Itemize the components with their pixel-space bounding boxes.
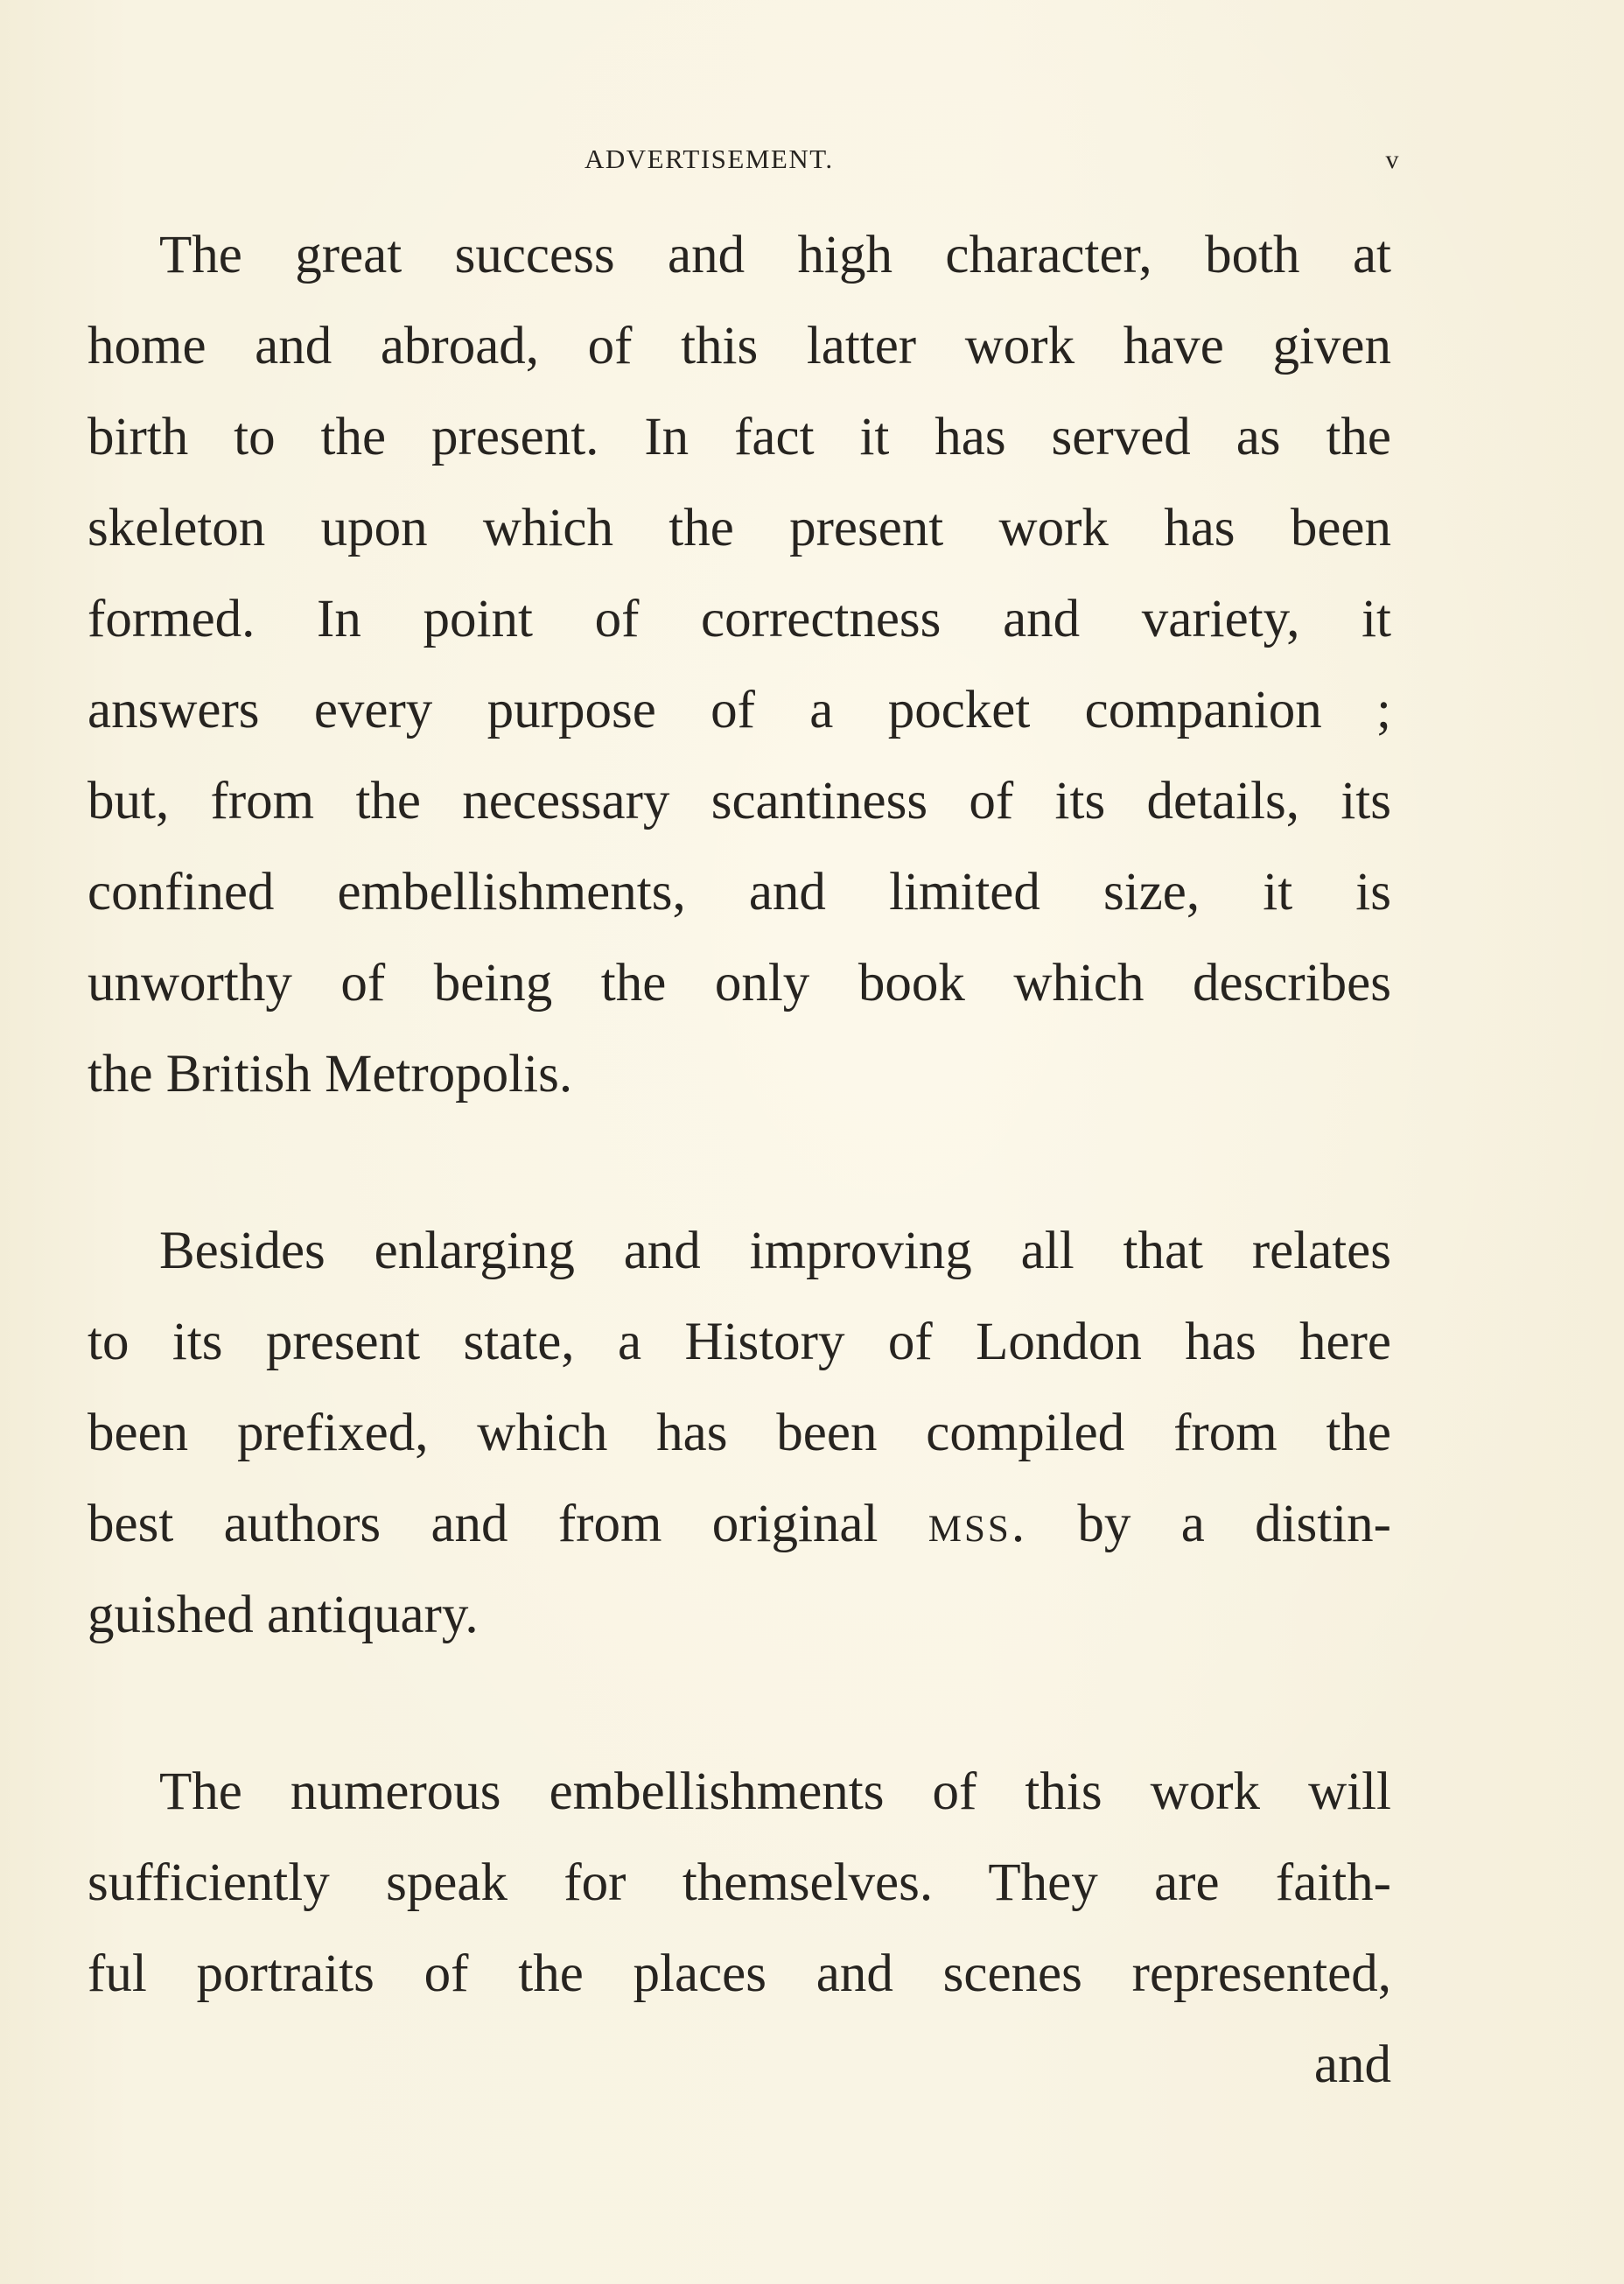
running-head bbox=[88, 144, 1400, 179]
text-line: Besides enlarging and improving all that relates bbox=[159, 1222, 1391, 1280]
text-line: The great success and high character, both at bbox=[159, 226, 1391, 284]
text-line bbox=[88, 1479, 1391, 1570]
text-segment: by a distin- bbox=[1027, 1495, 1391, 1553]
paragraph-break bbox=[88, 1661, 1391, 1747]
text-line: sufficiently speak for themselves. They are faith- bbox=[88, 1853, 1391, 1912]
text-line: to its present state, a History of London has here bbox=[88, 1313, 1391, 1371]
text-line: answers every purpose of a pocket companion ; bbox=[88, 681, 1391, 739]
text-line: the British Metropolis. bbox=[88, 1045, 573, 1103]
text-line: confined embellishments, and limited size, it is bbox=[88, 863, 1391, 921]
text-segment: best authors and from original bbox=[88, 1495, 928, 1553]
text-line: unworthy of being the only book which describes bbox=[88, 954, 1391, 1012]
text-line: been prefixed, which has been compiled from the bbox=[88, 1404, 1391, 1462]
text-line: formed. In point of correctness and variety, it bbox=[88, 590, 1391, 648]
catchword: and bbox=[1313, 2035, 1391, 2094]
text-line: guished antiquary. bbox=[88, 1586, 479, 1644]
paragraph-break bbox=[88, 1120, 1391, 1206]
running-title: ADVERTISEMENT. bbox=[584, 144, 834, 174]
text-line: The numerous embellishments of this work will bbox=[159, 1762, 1391, 1821]
text-line: skeleton upon which the present work has been bbox=[88, 499, 1391, 557]
body-text bbox=[88, 210, 1391, 2111]
text-line: birth to the present. In fact it has served as the bbox=[88, 408, 1391, 466]
page-number: v bbox=[1385, 145, 1400, 174]
text-line: home and abroad, of this latter work have given bbox=[88, 317, 1391, 375]
manuscripts-abbreviation: mss. bbox=[928, 1495, 1028, 1553]
text-line: but, from the necessary scantiness of its details, its bbox=[88, 772, 1391, 830]
text-line: ful portraits of the places and scenes represented, bbox=[88, 1944, 1391, 2003]
